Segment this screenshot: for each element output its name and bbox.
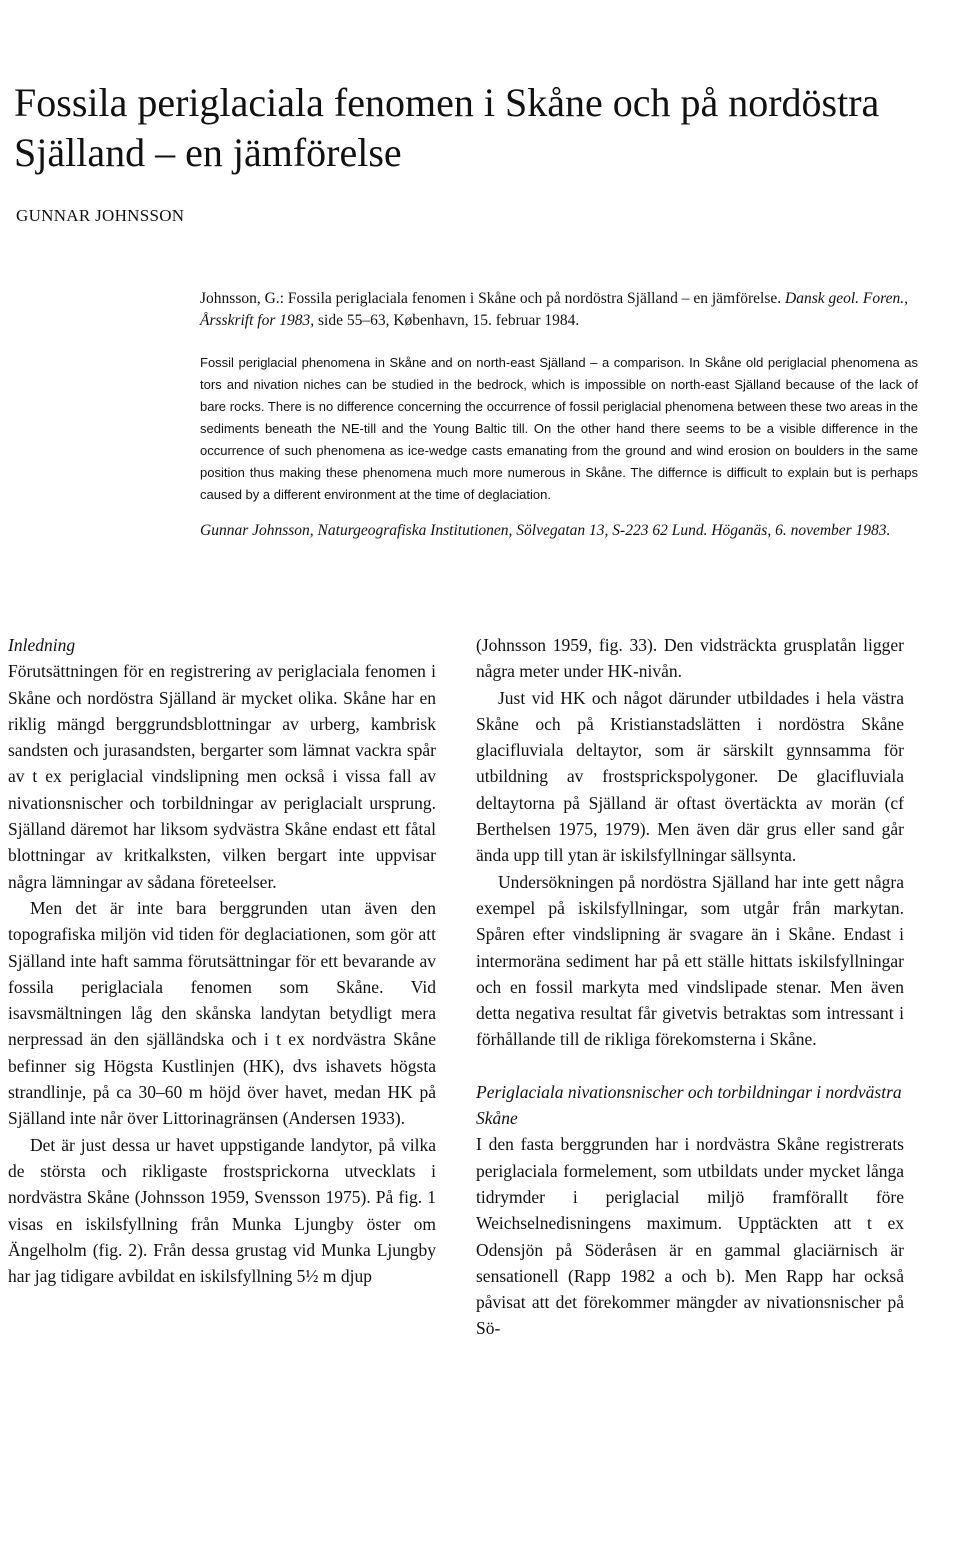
paragraph: Men det är inte bara berggrunden utan även den topografiska miljön vid tiden för deglaciationen, som gör att Själland inte haft samma förutsättningar för ett bevarande av fossila periglaciala fenomen som Skåne. Vid isavsmältningen låg den skånska landytan betydligt mera nerpressad än den själländska och i t ex nordvästra Skåne befinner sig Högsta Kustlinjen (HK), dvs ishavets högsta strandlinje, på ca 30–60 m höjd över havet, medan HK på Själland inte når över Littorinagränsen (Andersen 1933).	[8, 897, 436, 1129]
paragraph: I den fasta berggrunden har i nordvästra Skåne registrerats periglaciala formelement, som utbildats under mycket långa tidrymder i periglacial miljö framförallt före Weichselnedisningens maximum. Upptäckten att t ex Odensjön på Söderåsen är en gammal glaciärnisch är sensationell (Rapp 1982 a och b). Men Rapp har också påvisat att det förekommer mängder av nivationsnischer på Sö-	[476, 1134, 904, 1339]
citation-journal: Dansk geol. Foren., Årsskrift for 1983,	[200, 290, 908, 329]
right-column	[476, 632, 904, 1342]
paragraph: (Johnsson 1959, fig. 33). Den vidsträckta grusplatån ligger några meter under HK-nivån.	[476, 635, 904, 682]
abstract: Fossil periglacial phenomena in Skåne and on north-east Själland – a comparison. In Skåne old periglacial phenomena as tors and nivation niches can be studied in the bedrock, which is impossible on north-east Själland because of the lack of bare rocks. There is no difference concerning the occurrence of fossil periglacial phenomena between these two areas in the sediments beneath the NE-till and the Young Baltic till. On the other hand there seems to be a visible difference in the occurrence of such phenomena as ice-wedge casts emanating from the ground and wind erosion on boulders in the same position thus making these phenomena much more numerous in Skåne. The differnce is difficult to explain but is perhaps caused by a different environment at the time of deglaciation.	[200, 355, 918, 502]
citation-reference	[200, 288, 920, 332]
left-column	[8, 632, 436, 1289]
section-heading-nivationsnischer: Periglaciala nivationsnischer och torbildningar i nordvästra Skåne	[476, 1081, 902, 1129]
article-title: Fossila periglaciala fenomen i Skåne och på nordöstra Själland – en jämförelse	[14, 80, 880, 175]
paragraph: Just vid HK och något därunder utbildades i hela västra Skåne och på Kristianstadslätten i nordöstra Skåne glacifluviala deltaytor, som är särskilt gynnsamma för utbildning av frostsprickspolygoner. De glacifluviala deltaytorna på Själland är oftast övertäckta av morän (cf Berthelsen 1975, 1979). Men även där grus eller sand går ända upp till ytan är iskilsfyllningar sällsynta.	[476, 687, 904, 866]
section-heading-inledning: Inledning	[8, 635, 76, 655]
citation-details: side 55–63, København, 15. februar 1984.	[314, 312, 580, 329]
paragraph: Förutsättningen för en registrering av periglaciala fenomen i Skåne och nordöstra Själland är mycket olika. Skåne har en riklig mängd berggrundsblottningar av urberg, kambrisk sandsten och jurasandsten, bergarter som lämnat vackra spår av t ex periglacial vindslipning men också i vissa fall av nivationsnischer och torbildningar av periglacialt ursprung. Själland däremot har liksom sydvästra Skåne endast ett fåtal blottningar av kritkalksten, vilken bergart inte uppvisar några lämningar av sådana företeelser.	[8, 661, 436, 892]
paragraph: Det är just dessa ur havet uppstigande landytor, på vilka de största och rikligaste frostsprickorna utvecklats i nordvästra Skåne (Johnsson 1959, Svensson 1975). På fig. 1 visas en iskilsfyllning från Munka Ljungby öster om Ängelholm (fig. 2). Från dessa grustag vid Munka Ljungby har jag tidigare avbildat en iskilsfyllning 5½ m djup	[8, 1134, 436, 1287]
citation-text: Johnsson, G.: Fossila periglaciala fenomen i Skåne och på nordöstra Själland – en jämförelse.	[200, 290, 785, 307]
paragraph: Undersökningen på nordöstra Själland har inte gett några exempel på iskilsfyllningar, som utgår från markytan. Spåren efter vindslipning är svagare än i Skåne. Endast i intermoräna sediment har på ett ställe hittats iskilsfyllningar och en fossil markyta med vindslipade stenar. Men även detta negativa resultat får givetvis betraktas som intressant i förhållande till de rikliga förekomsterna i Skåne.	[476, 871, 904, 1050]
author-name: GUNNAR JOHNSSON	[16, 206, 185, 225]
author-affiliation: Gunnar Johnsson, Naturgeografiska Institutionen, Sölvegatan 13, S-223 62 Lund. Höganäs, 6. november 1983.	[200, 522, 891, 539]
